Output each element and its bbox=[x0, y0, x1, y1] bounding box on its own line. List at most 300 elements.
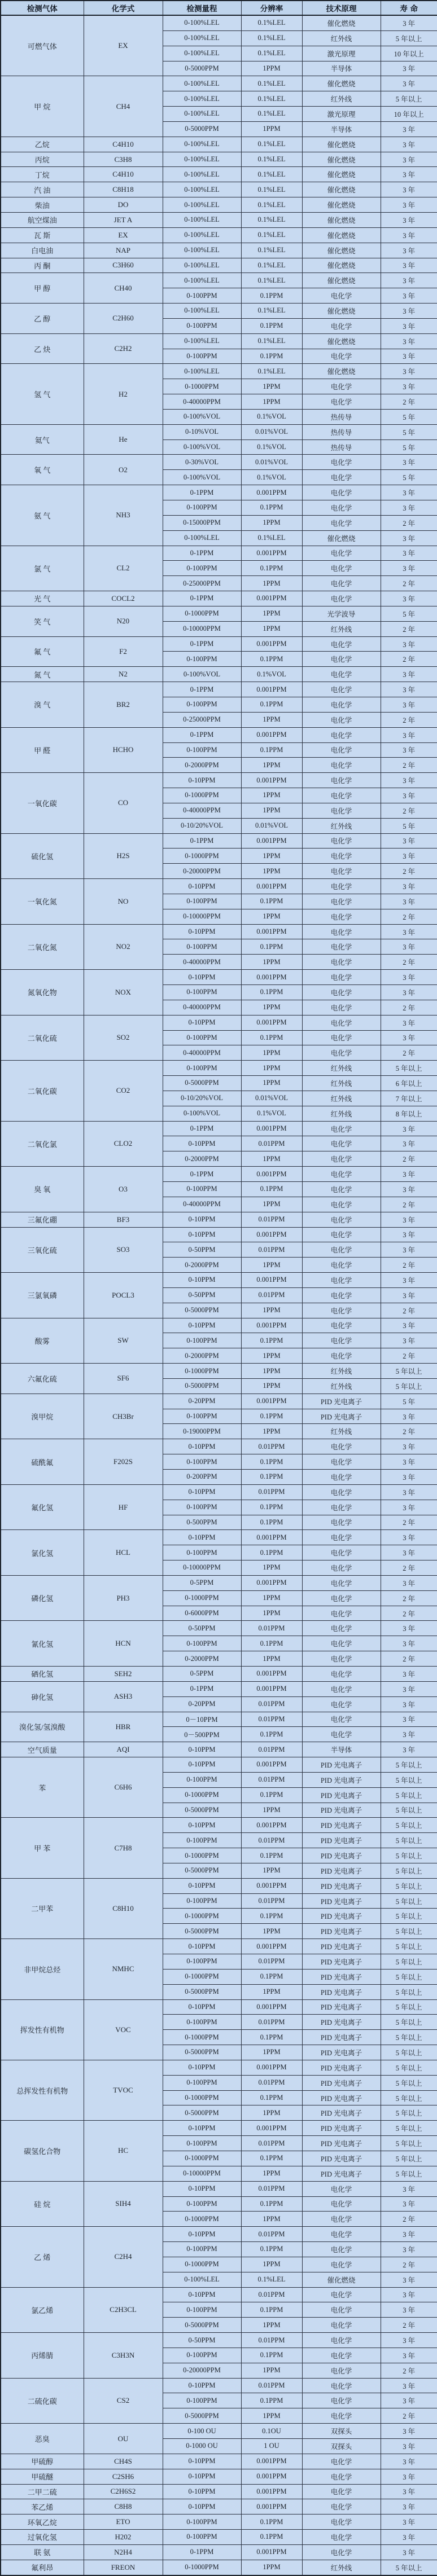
table-row bbox=[1, 1364, 437, 1379]
principle-cell: 电化学 bbox=[302, 1181, 381, 1197]
principle-cell: 催化燃烧 bbox=[302, 76, 381, 91]
principle-cell: 催化燃烧 bbox=[302, 530, 381, 546]
resolution-cell: 1PPM bbox=[241, 864, 302, 879]
resolution-cell: 1PPM bbox=[241, 2408, 302, 2424]
resolution-cell: 0.1PPM bbox=[241, 742, 302, 758]
range-cell: 0-100PPM bbox=[163, 2075, 241, 2090]
formula-cell: C2H4 bbox=[84, 2227, 163, 2287]
range-cell: 0-1000PPM bbox=[163, 1590, 241, 1606]
resolution-cell: 0.001PPM bbox=[241, 485, 302, 500]
resolution-cell: 0.1PPM bbox=[241, 652, 302, 667]
range-cell: 0-40000PPM bbox=[163, 394, 241, 410]
resolution-cell: 0.01PPM bbox=[241, 1621, 302, 1636]
range-cell: 0-30%VOL bbox=[163, 455, 241, 470]
principle-cell: 电化学 bbox=[302, 2257, 381, 2272]
resolution-cell: 0.001PPM bbox=[241, 1681, 302, 1696]
table-row bbox=[1, 1273, 437, 1288]
formula-cell: NAP bbox=[84, 243, 163, 258]
resolution-cell: 1PPM bbox=[241, 758, 302, 773]
resolution-cell: 0.1PPM bbox=[241, 1470, 302, 1485]
resolution-cell: 1PPM bbox=[241, 1197, 302, 1212]
range-cell: 0-100PPM bbox=[163, 1181, 241, 1197]
table-row bbox=[1, 1318, 437, 1333]
resolution-cell: 0.001PPM bbox=[241, 1530, 302, 1545]
gas-name-cell: 一氧化氮 bbox=[1, 879, 84, 925]
range-cell: 0-100%LEL bbox=[163, 273, 241, 288]
life-cell: 3 年 bbox=[381, 773, 437, 788]
life-cell: 5 年以上 bbox=[381, 2045, 437, 2060]
resolution-cell: 1 OU bbox=[241, 2439, 302, 2454]
range-cell: 0-10PPM bbox=[163, 924, 241, 939]
range-cell: 0-100%LEL bbox=[163, 76, 241, 91]
life-cell: 2 年 bbox=[381, 1000, 437, 1015]
range-cell: 0-100%VOL bbox=[163, 439, 241, 455]
resolution-cell: 1PPM bbox=[241, 1076, 302, 1091]
formula-cell: SO2 bbox=[84, 1015, 163, 1061]
principle-cell: 电化学 bbox=[302, 985, 381, 1000]
range-cell: 0-100PPM bbox=[163, 2348, 241, 2363]
range-cell: 0-50PPM bbox=[163, 1287, 241, 1303]
resolution-cell: 1PPM bbox=[241, 606, 302, 621]
range-cell: 0-100 OU bbox=[163, 2424, 241, 2439]
life-cell: 3 年 bbox=[381, 636, 437, 652]
resolution-cell: 0.1%LEL bbox=[241, 227, 302, 243]
principle-cell: 电化学 bbox=[302, 1651, 381, 1667]
resolution-cell: 1PPM bbox=[241, 576, 302, 591]
life-cell: 5 年以上 bbox=[381, 2075, 437, 2090]
resolution-cell: 1PPM bbox=[241, 61, 302, 76]
life-cell: 5 年以上 bbox=[381, 1984, 437, 1999]
principle-cell: 电化学 bbox=[302, 833, 381, 849]
life-cell: 3 年 bbox=[381, 182, 437, 197]
range-cell: 0-10PPM bbox=[163, 879, 241, 894]
principle-cell: 电化学 bbox=[302, 1212, 381, 1227]
table-row bbox=[1, 364, 437, 379]
resolution-cell: 0.01PPM bbox=[241, 1772, 302, 1787]
resolution-cell: 0.1%LEL bbox=[241, 304, 302, 319]
range-cell: 0-10/20%VOL bbox=[163, 1091, 241, 1106]
range-cell: 0-1PPM bbox=[163, 1167, 241, 1182]
principle-cell: 电化学 bbox=[302, 546, 381, 561]
range-cell: 0-100PPM bbox=[163, 561, 241, 576]
range-cell: 0-100PPM bbox=[163, 1954, 241, 1970]
principle-cell: PID 光电离子 bbox=[302, 1833, 381, 1848]
principle-cell: 电化学 bbox=[302, 515, 381, 530]
range-cell: 0-100PPM bbox=[163, 2242, 241, 2257]
life-cell: 5 年以上 bbox=[381, 1878, 437, 1893]
principle-cell: PID 光电离子 bbox=[302, 1772, 381, 1787]
principle-cell: PID 光电离子 bbox=[302, 2030, 381, 2045]
life-cell: 3 年 bbox=[381, 1454, 437, 1470]
range-cell: 0-40000PPM bbox=[163, 1045, 241, 1061]
life-cell: 3 年 bbox=[381, 742, 437, 758]
resolution-cell: 1PPM bbox=[241, 2363, 302, 2378]
life-cell: 3 年 bbox=[381, 379, 437, 394]
range-cell: 0-5000PPM bbox=[163, 1984, 241, 1999]
life-cell: 5 年以上 bbox=[381, 2060, 437, 2075]
life-cell: 3 年 bbox=[381, 1030, 437, 1045]
principle-cell: 红外线 bbox=[302, 1076, 381, 1091]
life-cell: 3 年 bbox=[381, 288, 437, 304]
range-cell: 0-100%LEL bbox=[163, 530, 241, 546]
principle-cell: 电化学 bbox=[302, 1030, 381, 1045]
range-cell: 0-100%LEL bbox=[163, 182, 241, 197]
principle-cell: 电化学 bbox=[302, 2227, 381, 2242]
table-row bbox=[1, 304, 437, 319]
life-cell: 3 年 bbox=[381, 2181, 437, 2196]
formula-cell: H2S bbox=[84, 833, 163, 879]
formula-cell: H2 bbox=[84, 364, 163, 424]
table-row bbox=[1, 591, 437, 606]
resolution-cell: 0.1%LEL bbox=[241, 197, 302, 213]
formula-cell: BF3 bbox=[84, 1212, 163, 1227]
range-cell: 0-100PPM bbox=[163, 939, 241, 955]
gas-name-cell: 氢 气 bbox=[1, 364, 84, 424]
resolution-cell: 1PPM bbox=[241, 909, 302, 924]
range-cell: 0-1PPM bbox=[163, 591, 241, 606]
formula-cell: C4H10 bbox=[84, 167, 163, 182]
range-cell: 0-100PPM bbox=[163, 1893, 241, 1909]
principle-cell: 热传导 bbox=[302, 439, 381, 455]
formula-cell: CH40 bbox=[84, 273, 163, 304]
range-cell: 0-10PPM bbox=[163, 1439, 241, 1454]
life-cell: 2 年 bbox=[381, 2318, 437, 2333]
range-cell: 0-10PPM bbox=[163, 2227, 241, 2242]
principle-cell: PID 光电离子 bbox=[302, 1393, 381, 1409]
resolution-cell: 0.1%VOL bbox=[241, 470, 302, 485]
life-cell: 5 年以上 bbox=[381, 1061, 437, 1076]
principle-cell: 电化学 bbox=[302, 1636, 381, 1651]
resolution-cell: 0.1%LEL bbox=[241, 15, 302, 30]
life-cell: 3 年 bbox=[381, 2393, 437, 2408]
resolution-cell: 0.001PPM bbox=[241, 833, 302, 849]
formula-cell: SO3 bbox=[84, 1227, 163, 1273]
resolution-cell: 0.001PPM bbox=[241, 1878, 302, 1893]
range-cell: 0-20PPM bbox=[163, 1696, 241, 1712]
range-cell: 0-200PPM bbox=[163, 1470, 241, 1485]
formula-cell: C8H18 bbox=[84, 182, 163, 197]
principle-cell: 电化学 bbox=[302, 500, 381, 516]
formula-cell: HCL bbox=[84, 1530, 163, 1576]
principle-cell: 电化学 bbox=[302, 1151, 381, 1167]
range-cell: 0-100%LEL bbox=[163, 227, 241, 243]
range-cell: 0－500PPM bbox=[163, 1727, 241, 1742]
range-cell: 0-10PPM bbox=[163, 2499, 241, 2515]
range-cell: 0-10PPM bbox=[163, 2484, 241, 2499]
table-row bbox=[1, 2121, 437, 2136]
life-cell: 3 年 bbox=[381, 258, 437, 273]
life-cell: 2 年 bbox=[381, 2257, 437, 2272]
principle-cell: PID 光电离子 bbox=[302, 1939, 381, 1954]
principle-cell: 电化学 bbox=[302, 1015, 381, 1030]
principle-cell: 电化学 bbox=[302, 758, 381, 773]
range-cell: 0-2000PPM bbox=[163, 1258, 241, 1273]
gas-name-cell: 溴甲烷 bbox=[1, 1393, 84, 1439]
table-row bbox=[1, 773, 437, 788]
resolution-cell: 1PPM bbox=[241, 1151, 302, 1167]
resolution-cell: 0.1PPM bbox=[241, 697, 302, 712]
life-cell: 3 年 bbox=[381, 1318, 437, 1333]
table-row bbox=[1, 2560, 437, 2575]
life-cell: 5 年 bbox=[381, 1393, 437, 1409]
formula-cell: SIH4 bbox=[84, 2181, 163, 2227]
life-cell: 2 年 bbox=[381, 1045, 437, 1061]
life-cell: 2 年 bbox=[381, 2408, 437, 2424]
range-cell: 0-40000PPM bbox=[163, 803, 241, 818]
gas-name-cell: 航空煤油 bbox=[1, 212, 84, 227]
resolution-cell: 0.1%LEL bbox=[241, 2272, 302, 2287]
table-row bbox=[1, 258, 437, 273]
life-cell: 3 年 bbox=[381, 1696, 437, 1712]
resolution-cell: 0.01PPM bbox=[241, 1712, 302, 1727]
range-cell: 0-40000PPM bbox=[163, 1000, 241, 1015]
resolution-cell: 0.001PPM bbox=[241, 2484, 302, 2499]
gas-name-cell: 二甲二硫 bbox=[1, 2484, 84, 2499]
gas-name-cell: 磷化氢 bbox=[1, 1575, 84, 1621]
range-cell: 0-10PPM bbox=[163, 2181, 241, 2196]
principle-cell: 电化学 bbox=[302, 667, 381, 682]
formula-cell: C2H3CL bbox=[84, 2287, 163, 2333]
principle-cell: 激光原理 bbox=[302, 46, 381, 61]
life-cell: 2 年 bbox=[381, 394, 437, 410]
range-cell: 0-100%LEL bbox=[163, 15, 241, 30]
range-cell: 0-10PPM bbox=[163, 1212, 241, 1227]
principle-cell: 电化学 bbox=[302, 2196, 381, 2212]
range-cell: 0-10PPM bbox=[163, 1818, 241, 1833]
life-cell: 3 年 bbox=[381, 1242, 437, 1258]
range-cell: 0-20000PPM bbox=[163, 864, 241, 879]
principle-cell: 红外线 bbox=[302, 1424, 381, 1439]
resolution-cell: 0.001PPM bbox=[241, 2454, 302, 2469]
life-cell: 3 年 bbox=[381, 1727, 437, 1742]
principle-cell: 电化学 bbox=[302, 2515, 381, 2530]
principle-cell: PID 光电离子 bbox=[302, 1954, 381, 1970]
principle-cell: PID 光电离子 bbox=[302, 1757, 381, 1773]
table-row bbox=[1, 2227, 437, 2242]
range-cell: 0-2000PPM bbox=[163, 758, 241, 773]
range-cell: 0-1000PPM bbox=[163, 849, 241, 864]
formula-cell: CH3Br bbox=[84, 1393, 163, 1439]
gas-name-cell: 丙烷 bbox=[1, 152, 84, 167]
formula-cell: POCL3 bbox=[84, 1273, 163, 1318]
life-cell: 3 年 bbox=[381, 121, 437, 137]
resolution-cell: 0.1%VOL bbox=[241, 1106, 302, 1121]
life-cell: 10 年以上 bbox=[381, 46, 437, 61]
resolution-cell: 0.001PPM bbox=[241, 546, 302, 561]
principle-cell: PID 光电离子 bbox=[302, 1863, 381, 1878]
life-cell: 3 年 bbox=[381, 546, 437, 561]
life-cell: 5 年以上 bbox=[381, 2090, 437, 2105]
formula-cell: C2H6S2 bbox=[84, 2484, 163, 2499]
life-cell: 3 年 bbox=[381, 1530, 437, 1545]
resolution-cell: 0.01%VOL bbox=[241, 1091, 302, 1106]
resolution-cell: 1PPM bbox=[241, 1590, 302, 1606]
principle-cell: PID 光电离子 bbox=[302, 2045, 381, 2060]
principle-cell: 电化学 bbox=[302, 1500, 381, 1515]
principle-cell: 电化学 bbox=[302, 742, 381, 758]
principle-cell: 电化学 bbox=[302, 682, 381, 697]
header-gas: 检测气体 bbox=[1, 1, 84, 15]
life-cell: 3 年 bbox=[381, 76, 437, 91]
resolution-cell: 1PPM bbox=[241, 712, 302, 727]
resolution-cell: 0.01PPM bbox=[241, 1696, 302, 1712]
range-cell: 0-10PPM bbox=[163, 1273, 241, 1288]
life-cell: 3 年 bbox=[381, 1227, 437, 1242]
table-row bbox=[1, 485, 437, 500]
formula-cell: DO bbox=[84, 197, 163, 213]
principle-cell: 电化学 bbox=[302, 864, 381, 879]
principle-cell: 电化学 bbox=[302, 1484, 381, 1500]
range-cell: 0-100PPM bbox=[163, 1333, 241, 1348]
principle-cell: 电化学 bbox=[302, 1197, 381, 1212]
table-row bbox=[1, 2469, 437, 2484]
formula-cell: HCHO bbox=[84, 727, 163, 773]
principle-cell: 电化学 bbox=[302, 1000, 381, 1015]
principle-cell: 电化学 bbox=[302, 1530, 381, 1545]
table-row bbox=[1, 1757, 437, 1773]
principle-cell: 电化学 bbox=[302, 1606, 381, 1621]
range-cell: 0-500PPM bbox=[163, 1515, 241, 1530]
resolution-cell: 1PPM bbox=[241, 2560, 302, 2575]
life-cell: 3 年 bbox=[381, 2287, 437, 2302]
range-cell: 0-100%VOL bbox=[163, 409, 241, 424]
resolution-cell: 0.01PPM bbox=[241, 2227, 302, 2242]
table-row bbox=[1, 1439, 437, 1454]
principle-cell: 红外线 bbox=[302, 2560, 381, 2575]
life-cell: 3 年 bbox=[381, 2469, 437, 2484]
life-cell: 3 年 bbox=[381, 485, 437, 500]
table-row bbox=[1, 455, 437, 470]
table-row bbox=[1, 167, 437, 182]
resolution-cell: 0.001PPM bbox=[241, 879, 302, 894]
formula-cell: SEH2 bbox=[84, 1666, 163, 1681]
gas-name-cell: 恶臭 bbox=[1, 2424, 84, 2454]
resolution-cell: 0.1PPM bbox=[241, 2196, 302, 2212]
principle-cell: 红外线 bbox=[302, 1061, 381, 1076]
life-cell: 2 年 bbox=[381, 1560, 437, 1576]
resolution-cell: 0.001PPM bbox=[241, 2544, 302, 2560]
life-cell: 3 年 bbox=[381, 167, 437, 182]
life-cell: 3 年 bbox=[381, 1273, 437, 1288]
principle-cell: PID 光电离子 bbox=[302, 2060, 381, 2075]
life-cell: 3 年 bbox=[381, 697, 437, 712]
life-cell: 3 年 bbox=[381, 2515, 437, 2530]
life-cell: 2 年 bbox=[381, 803, 437, 818]
resolution-cell: 1PPM bbox=[241, 2105, 302, 2121]
resolution-cell: 0.1%LEL bbox=[241, 137, 302, 152]
range-cell: 0-100PPM bbox=[163, 1409, 241, 1424]
principle-cell: 催化燃烧 bbox=[302, 197, 381, 213]
gas-name-cell: 二氧化氮 bbox=[1, 924, 84, 970]
resolution-cell: 0.001PPM bbox=[241, 1818, 302, 1833]
principle-cell: 光学波导 bbox=[302, 606, 381, 621]
gas-name-cell: 丙烯腈 bbox=[1, 2333, 84, 2379]
resolution-cell: 0.01%VOL bbox=[241, 455, 302, 470]
range-cell: 0-1000PPM bbox=[163, 2560, 241, 2575]
range-cell: 0-40000PPM bbox=[163, 1197, 241, 1212]
range-cell: 0-1000PPM bbox=[163, 1848, 241, 1863]
life-cell: 3 年 bbox=[381, 1575, 437, 1590]
life-cell: 3 年 bbox=[381, 364, 437, 379]
resolution-cell: 0.1PPM bbox=[241, 2530, 302, 2545]
resolution-cell: 0.1PPM bbox=[241, 500, 302, 516]
principle-cell: 电化学 bbox=[302, 1318, 381, 1333]
range-cell: 0-10/20%VOL bbox=[163, 818, 241, 833]
life-cell: 3 年 bbox=[381, 137, 437, 152]
principle-cell: 电化学 bbox=[302, 576, 381, 591]
life-cell: 5 年以上 bbox=[381, 2105, 437, 2121]
principle-cell: 电化学 bbox=[302, 288, 381, 304]
range-cell: 0-1PPM bbox=[163, 2544, 241, 2560]
principle-cell: PID 光电离子 bbox=[302, 1409, 381, 1424]
formula-cell: C4H10 bbox=[84, 137, 163, 152]
resolution-cell: 1PPM bbox=[241, 1606, 302, 1621]
formula-cell: C3H3N bbox=[84, 2333, 163, 2379]
life-cell: 5 年 bbox=[381, 439, 437, 455]
life-cell: 3 年 bbox=[381, 349, 437, 364]
principle-cell: 电化学 bbox=[302, 1545, 381, 1560]
resolution-cell: 0.001PPM bbox=[241, 1666, 302, 1681]
life-cell: 2 年 bbox=[381, 2363, 437, 2378]
life-cell: 5 年以上 bbox=[381, 2015, 437, 2030]
principle-cell: 电化学 bbox=[302, 1273, 381, 1288]
resolution-cell: 0.1PPM bbox=[241, 2151, 302, 2166]
range-cell: 0-5000PPM bbox=[163, 2105, 241, 2121]
range-cell: 0-1000PPM bbox=[163, 379, 241, 394]
life-cell: 2 年 bbox=[381, 1590, 437, 1606]
range-cell: 0-25000PPM bbox=[163, 576, 241, 591]
range-cell: 0-2000PPM bbox=[163, 1151, 241, 1167]
life-cell: 2 年 bbox=[381, 1151, 437, 1167]
principle-cell: 催化燃烧 bbox=[302, 227, 381, 243]
range-cell: 0-10PPM bbox=[163, 773, 241, 788]
principle-cell: 催化燃烧 bbox=[302, 152, 381, 167]
resolution-cell: 0.01%VOL bbox=[241, 818, 302, 833]
range-cell: 0-100PPM bbox=[163, 318, 241, 333]
gas-name-cell: 甲 苯 bbox=[1, 1818, 84, 1878]
resolution-cell: 1PPM bbox=[241, 788, 302, 803]
range-cell: 0-1PPM bbox=[163, 485, 241, 500]
life-cell: 3 年 bbox=[381, 1712, 437, 1727]
resolution-cell: 0.1PPM bbox=[241, 1500, 302, 1515]
table-row bbox=[1, 1393, 437, 1409]
range-cell: 0-100PPM bbox=[163, 2530, 241, 2545]
range-cell: 0-1000PPM bbox=[163, 2212, 241, 2227]
gas-name-cell: 非甲烷总烃 bbox=[1, 1939, 84, 1999]
gas-name-cell: 氮氧化物 bbox=[1, 970, 84, 1016]
principle-cell: 催化燃烧 bbox=[302, 2272, 381, 2287]
principle-cell: 电化学 bbox=[302, 485, 381, 500]
resolution-cell: 0.1PPM bbox=[241, 1409, 302, 1424]
table-row bbox=[1, 182, 437, 197]
life-cell: 3 年 bbox=[381, 2333, 437, 2348]
principle-cell: 电化学 bbox=[302, 2454, 381, 2469]
table-row bbox=[1, 1484, 437, 1500]
table-row bbox=[1, 1939, 437, 1954]
formula-cell: NMHC bbox=[84, 1939, 163, 1999]
resolution-cell: 0.1%LEL bbox=[241, 258, 302, 273]
resolution-cell: 1PPM bbox=[241, 1061, 302, 1076]
resolution-cell: 0.1%VOL bbox=[241, 409, 302, 424]
life-cell: 5 年以上 bbox=[381, 1818, 437, 1833]
range-cell: 0-5000PPM bbox=[163, 1378, 241, 1393]
principle-cell: 电化学 bbox=[302, 2393, 381, 2408]
range-cell: 0-100PPM bbox=[163, 2136, 241, 2151]
gas-name-cell: 笑 气 bbox=[1, 606, 84, 636]
principle-cell: 双探头 bbox=[302, 2439, 381, 2454]
principle-cell: 电化学 bbox=[302, 561, 381, 576]
range-cell: 0-10PPM bbox=[163, 970, 241, 985]
